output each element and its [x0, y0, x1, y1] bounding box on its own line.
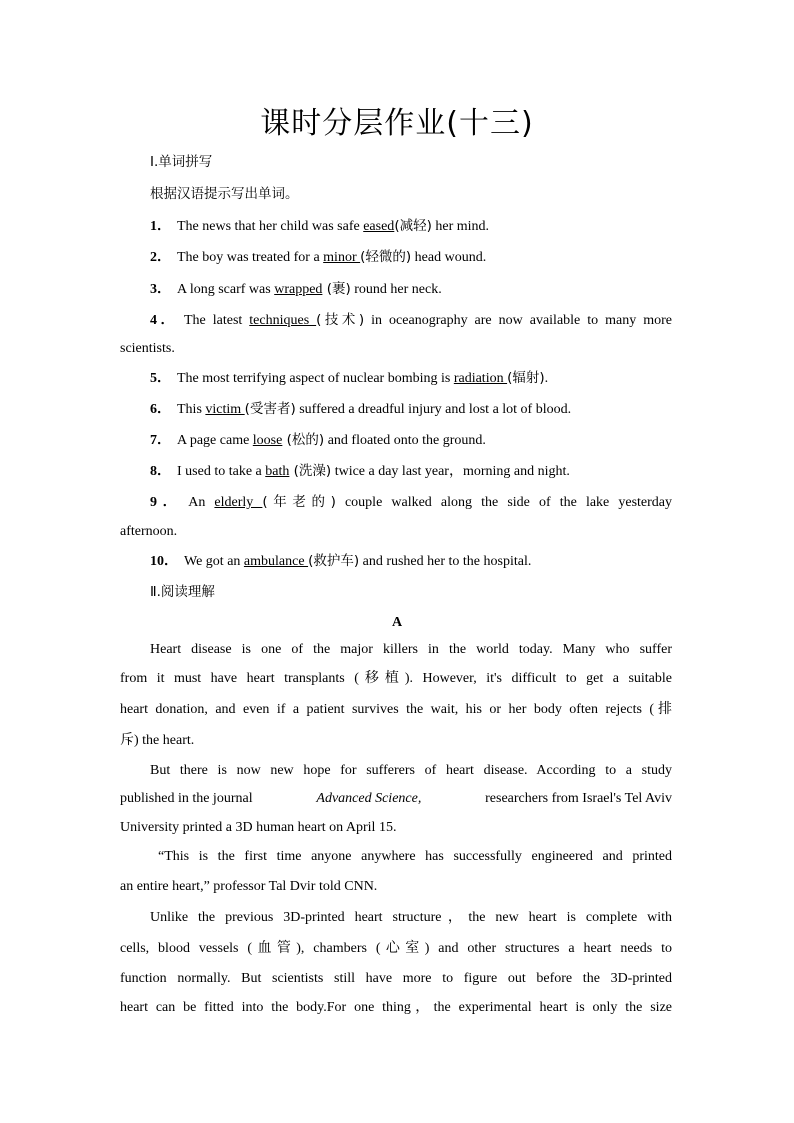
- answer-blank: radiation: [453, 371, 508, 386]
- passage-line: heart donation, and even if a patient survives the wait, his or her body often rejects (排: [120, 702, 672, 717]
- item-number: 2．: [150, 250, 171, 265]
- item-text: An: [188, 495, 215, 510]
- passage-line: cells, blood vessels (血管), chambers (心室) and other structures a heart needs to: [120, 941, 672, 956]
- passage-line: University printed a 3D human heart on April 15.: [120, 820, 397, 835]
- item-number: 6．: [150, 402, 171, 417]
- item-text: A long scarf was: [177, 282, 275, 297]
- answer-blank: eased: [363, 219, 395, 234]
- passage-line: But there is now new hope for sufferers of heart disease. According to a study: [150, 763, 672, 778]
- passage-text: published in the journal: [120, 791, 253, 806]
- passage-line: an entire heart,” professor Tal Dvir told CNN.: [120, 879, 378, 894]
- chinese-hint: (松的): [282, 432, 325, 448]
- answer-blank: elderly: [214, 495, 263, 510]
- item-text: her mind.: [431, 219, 490, 234]
- item-text: I used to take a: [177, 464, 266, 479]
- item-number: 7．: [150, 433, 171, 448]
- passage-line: 斥) the heart.: [120, 733, 195, 748]
- item-continuation: scientists.: [120, 341, 175, 356]
- answer-blank: loose: [252, 433, 283, 448]
- chinese-hint: (救护车): [308, 553, 360, 569]
- item-text: head wound.: [411, 250, 487, 265]
- item-text: in oceanography are now available to many more: [364, 313, 672, 328]
- chinese-hint: (裹): [322, 281, 351, 297]
- spelling-item: [150, 492, 672, 513]
- answer-blank: wrapped: [274, 282, 323, 297]
- item-text: The most terrifying aspect of nuclear bombing is: [177, 371, 454, 386]
- item-number: 5．: [150, 371, 171, 386]
- item-text: and rushed her to the hospital.: [359, 554, 532, 569]
- item-text: couple walked along the side of the lake yesterday: [335, 495, 672, 510]
- spelling-item: [150, 461, 672, 482]
- item-text: and floated onto the ground.: [324, 433, 486, 448]
- chinese-hint: (减轻): [394, 218, 432, 234]
- chinese-hint: (技术): [316, 312, 365, 328]
- spelling-item: [150, 279, 672, 300]
- journal-title: Advanced Science,: [316, 791, 422, 806]
- passage-line: Heart disease is one of the major killers in the world today. Many who suffer: [150, 642, 672, 657]
- spelling-item: [150, 216, 672, 237]
- passage-line: Unlike the previous 3D-printed heart structure，the new heart is complete with: [150, 910, 672, 925]
- item-text: .: [544, 371, 549, 386]
- passage-text: researchers from Israel's Tel Aviv: [485, 791, 672, 806]
- passage-line: [120, 789, 672, 809]
- section-instruction: 根据汉语提示写出单词。: [150, 186, 299, 202]
- passage-line: from it must have heart transplants (移植). However, it's difficult to get a suitable: [120, 671, 672, 686]
- passage-line: heart can be fitted into the body.For one thing，the experimental heart is only the size: [120, 1000, 672, 1015]
- chinese-hint: (辐射): [507, 370, 545, 386]
- item-text: twice a day last year，morning and night.: [331, 464, 570, 479]
- answer-blank: bath: [265, 464, 290, 479]
- chinese-hint: (受害者): [244, 401, 296, 417]
- item-text: The news that her child was safe: [177, 219, 364, 234]
- passage-line: function normally. But scientists still have more to figure out before the 3D-printed: [120, 971, 672, 986]
- answer-blank: ambulance: [243, 554, 309, 569]
- item-text: round her neck.: [350, 282, 442, 297]
- answer-blank: victim: [205, 402, 245, 417]
- item-number: 10．: [150, 554, 178, 569]
- section-heading-spelling: Ⅰ.单词拼写: [150, 154, 213, 170]
- section-heading-reading: Ⅱ.阅读理解: [150, 584, 215, 600]
- item-text: suffered a dreadful injury and lost a lot of blood.: [295, 402, 572, 417]
- spelling-item: [150, 551, 672, 572]
- item-number: 1．: [150, 219, 171, 234]
- page-title: 课时分层作业(十三): [260, 106, 534, 141]
- answer-blank: minor: [323, 250, 361, 265]
- item-text: We got an: [184, 554, 244, 569]
- item-text: This: [177, 402, 206, 417]
- spelling-item: [150, 430, 672, 451]
- spelling-item: [150, 247, 672, 268]
- item-number: 4．: [150, 313, 178, 328]
- passage-line: “This is the first time anyone anywhere has successfully engineered and printed: [158, 849, 672, 864]
- item-text: A page came: [177, 433, 253, 448]
- item-number: 9．: [150, 495, 183, 510]
- answer-blank: techniques: [249, 313, 317, 328]
- spelling-item: [150, 310, 672, 331]
- item-number: 3．: [150, 282, 171, 297]
- item-continuation: afternoon.: [120, 524, 178, 539]
- item-text: The latest: [183, 313, 250, 328]
- chinese-hint: (洗澡): [289, 463, 332, 479]
- spelling-item: [150, 399, 672, 420]
- passage-label: A: [391, 615, 403, 630]
- chinese-hint: (轻微的): [360, 249, 412, 265]
- item-number: 8．: [150, 464, 171, 479]
- item-text: The boy was treated for a: [177, 250, 324, 265]
- chinese-hint: (年老的): [262, 494, 336, 510]
- spelling-item: [150, 368, 672, 389]
